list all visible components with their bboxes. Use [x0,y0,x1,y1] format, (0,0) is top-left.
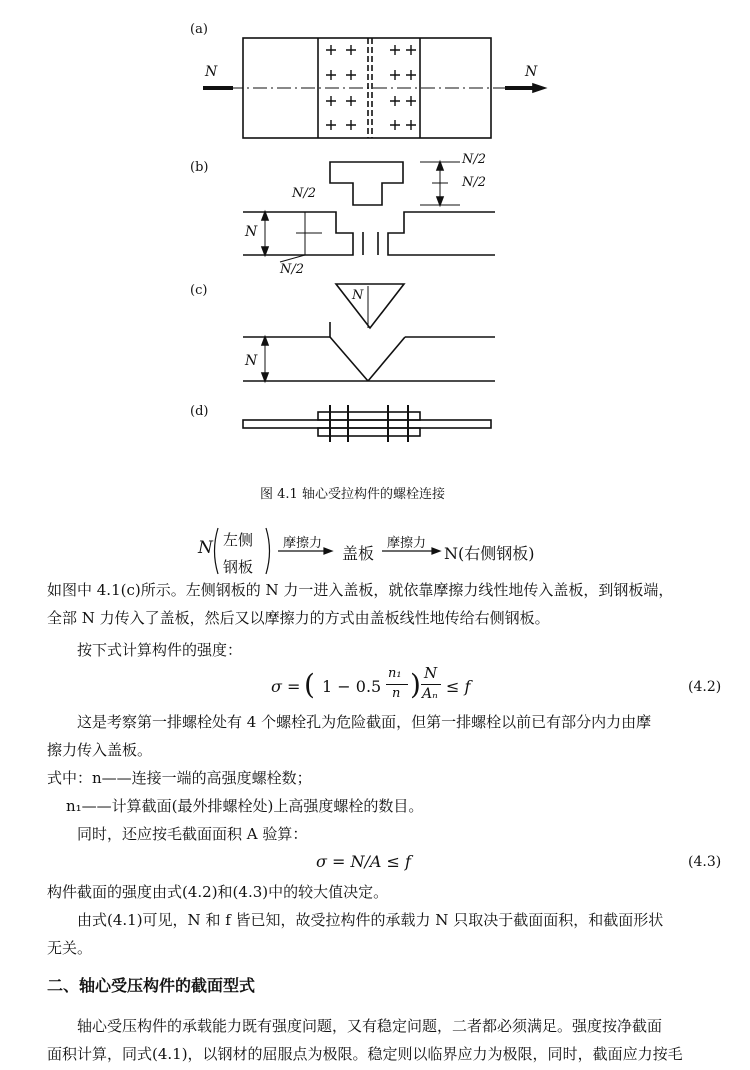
flow-end: N(右侧钢板) [444,544,535,563]
eq42-An: Aₙ [422,686,438,702]
paragraph-3-line-2: 擦力传入盖板。 [47,741,153,759]
panel-label-d: (d) [190,404,209,419]
panel-a-drawing [203,38,545,138]
eq42-frac1-bar [386,684,408,685]
eq42-n: n [392,686,401,701]
force-label-c-top: N [352,288,364,303]
half-force-label-4: N/2 [280,262,305,277]
flow-arrow2-label: 摩擦力 [387,536,427,551]
paragraph-6-line-1: 由式(4.1)可见，N 和 f 皆已知，故受拉构件的承载力 N 只取决于截面面积，和截面形状 [77,911,664,929]
force-label-b: N [245,224,258,240]
eq42-lparen: ( [304,668,315,701]
paragraph-5: 构件截面的强度由式(4.2)和(4.3)中的较大值决定。 [47,883,389,901]
eq42-lhs: σ = [271,677,301,696]
eq42-frac2-bar [421,684,441,685]
paragraph-7-line-1: 轴心受压构件的承载能力既有强度问题，又有稳定问题，二者都必须满足。强度按净截面 [77,1017,663,1035]
paragraph-4: 同时，还应按毛截面面积 A 验算： [77,825,308,843]
flow-left-top: 左侧 [223,531,254,549]
half-force-label-2: N/2 [462,175,487,190]
equation-4-3: σ = N/A ≤ f [316,852,411,871]
paragraph-2: 按下式计算构件的强度： [77,641,243,659]
equation-4-2-number: (4.2) [688,679,722,695]
paragraph-6-line-2: 无关。 [47,939,93,957]
paragraph-3-line-1: 这是考察第一排螺栓处有 4 个螺栓孔为危险截面，但第一排螺栓以前已有部分内力由摩 [77,713,652,731]
half-force-label-1: N/2 [462,152,487,167]
figure-drawing [0,0,750,470]
eq42-rhs: ≤ f [446,677,471,696]
equation-4-3-number: (4.3) [688,854,722,870]
section-heading: 二、轴心受压构件的截面型式 [47,976,256,995]
flow-arrow1-label: 摩擦力 [283,536,323,551]
definition-n1: n₁——计算截面(最外排螺栓处)上高强度螺栓的数目。 [66,797,424,815]
eq42-rparen: ) [410,668,421,701]
panel-label-c: (c) [190,283,208,298]
force-label-c: N [245,353,258,369]
definition-n: 式中：n——连接一端的高强度螺栓数； [47,769,312,787]
panel-label-b: (b) [190,160,209,175]
paragraph-1-line-2: 全部 N 力传入了盖板，然后又以摩擦力的方式由盖板线性地传给右侧钢板。 [47,609,550,627]
force-label-right: N [525,64,538,80]
flow-start: N [198,538,213,558]
half-force-label-3: N/2 [292,186,317,201]
eq42-n1: n₁ [388,666,402,681]
flow-middle: 盖板 [342,544,375,563]
figure-caption: 图 4.1 轴心受拉构件的螺栓连接 [260,487,445,502]
flow-left-bottom: 钢板 [223,558,254,576]
eq42-one: 1 − 0.5 [322,677,382,696]
panel-c-drawing [243,284,495,381]
panel-b-drawing [243,162,495,262]
paragraph-1-line-1: 如图中 4.1(c)所示。左侧钢板的 N 力一进入盖板，就依靠摩擦力线性地传入盖板，到钢板端， [47,581,674,599]
panel-d-drawing [243,405,491,442]
force-label-left: N [205,64,218,80]
paragraph-7-line-2: 面积计算，同式(4.1)，以钢材的屈服点为极限。稳定则以临界应力为极限，同时，截面应力按毛 [47,1045,683,1063]
eq42-N: N [424,664,438,682]
panel-label-a: (a) [190,22,208,37]
